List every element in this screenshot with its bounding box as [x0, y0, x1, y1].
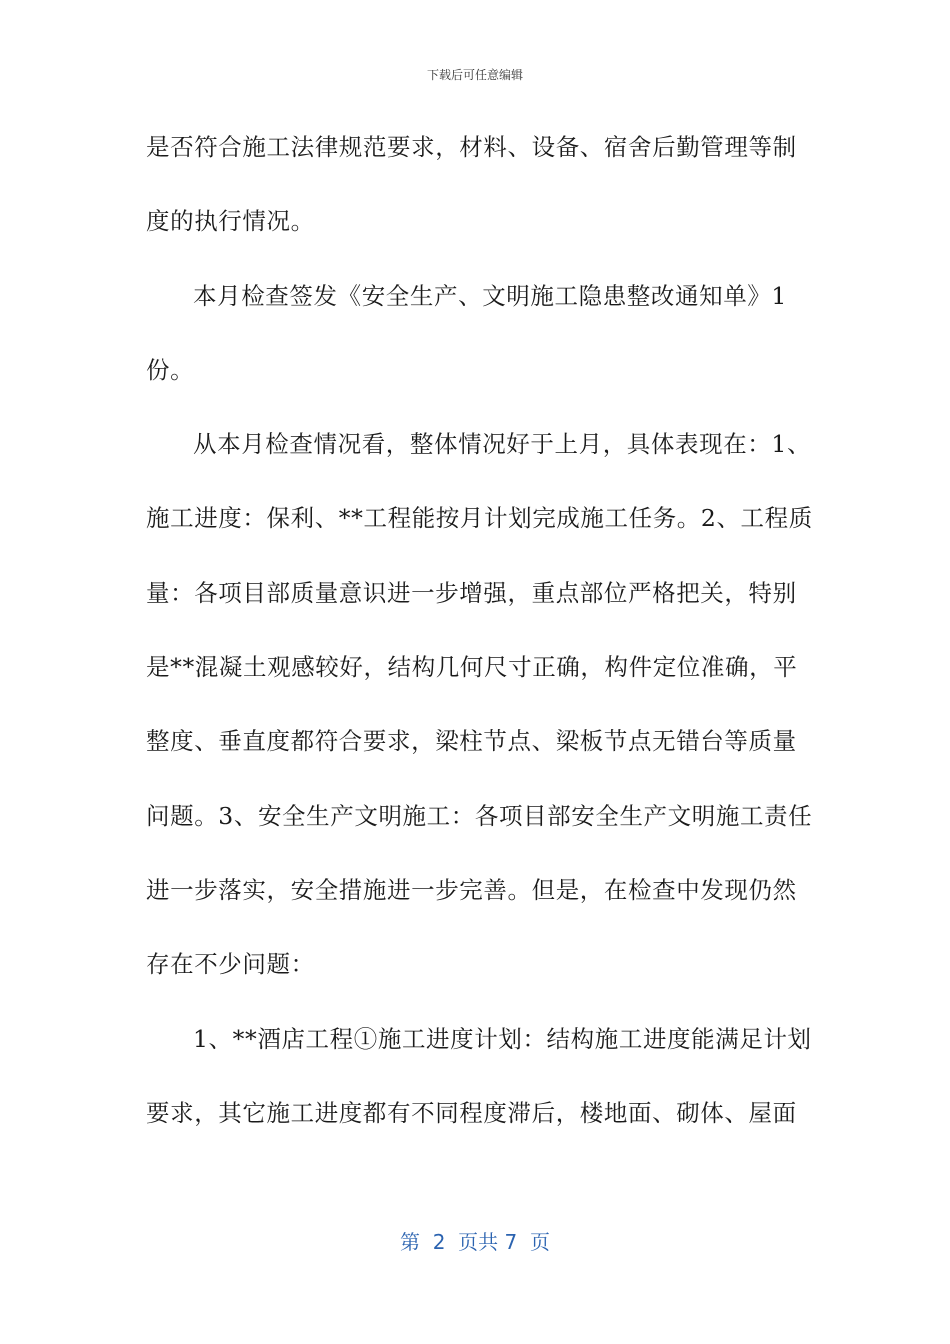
body-line: 是否符合施工法律规范要求，材料、设备、宿舍后勤管理等制	[146, 133, 797, 161]
body-line: 份。	[146, 355, 195, 384]
document-body	[146, 110, 813, 1150]
body-line: 进一步落实，安全措施进一步完善。但是，在检查中发现仍然	[146, 875, 797, 904]
body-line: 量：各项目部质量意识进一步增强，重点部位严格把关，特别	[146, 578, 797, 607]
body-line: 施工进度：保利、**工程能按月计划完成施工任务。2、工程质	[146, 504, 813, 533]
body-line: 度的执行情况。	[146, 207, 315, 236]
paragraph-start-line: 本月检查签发《安全生产、文明施工隐患整改通知单》1	[193, 281, 787, 310]
paragraph-start-line: 从本月检查情况看，整体情况好于上月，具体表现在：1、	[193, 430, 812, 459]
body-line: 要求，其它施工进度都有不同程度滞后，楼地面、砌体、屋面	[146, 1098, 797, 1127]
page-number-footer: 第 2 页共 7 页	[400, 1230, 550, 1254]
download-editable-note: 下载后可任意编辑	[426, 68, 523, 82]
body-line: 问题。3、安全生产文明施工：各项目部安全生产文明施工责任	[146, 801, 813, 830]
body-line: 整度、垂直度都符合要求，梁柱节点、梁板节点无错台等质量	[146, 727, 797, 756]
body-line: 存在不少问题：	[146, 950, 315, 979]
paragraph-start-line: 1、**酒店工程①施工进度计划：结构施工进度能满足计划	[193, 1024, 812, 1053]
body-line: 是**混凝土观感较好，结构几何尺寸正确，构件定位准确，平	[146, 653, 798, 682]
